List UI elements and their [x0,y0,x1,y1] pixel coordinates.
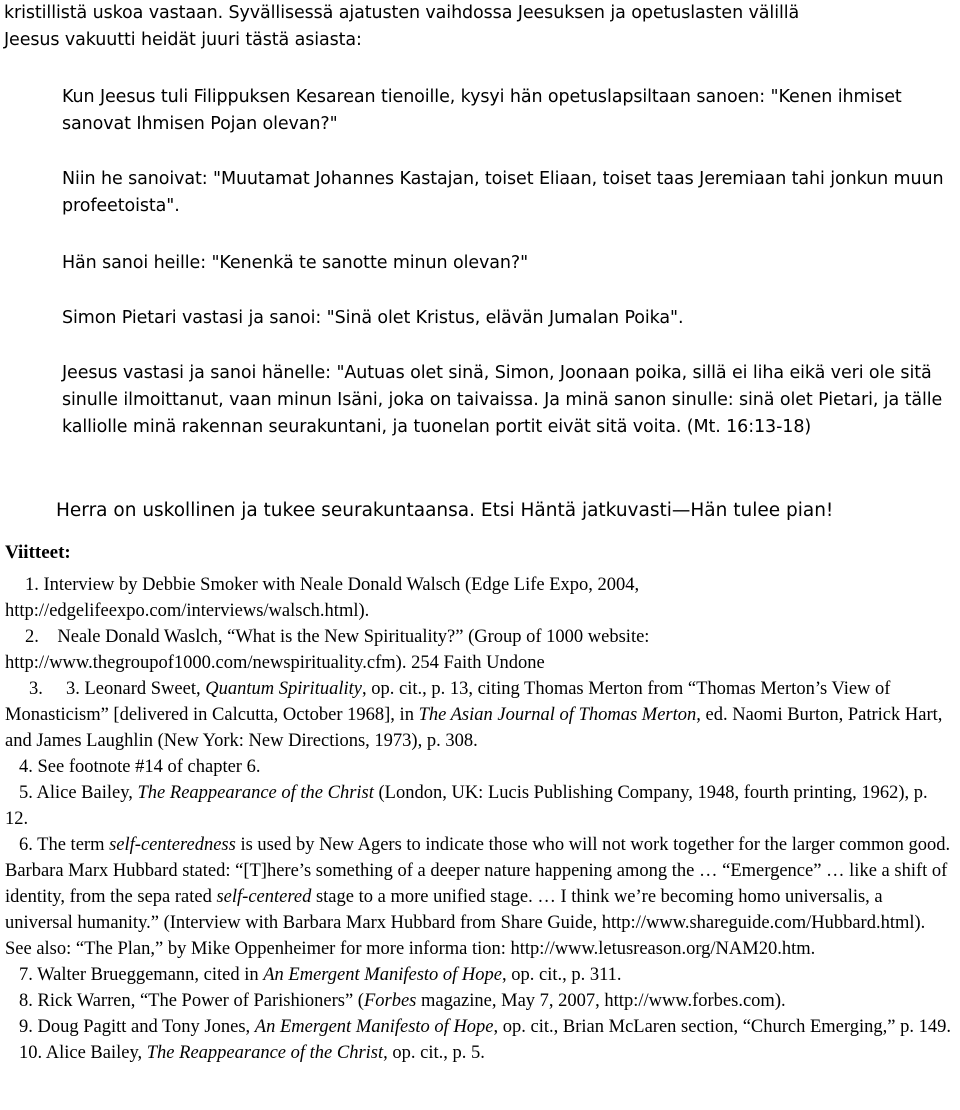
intro-line: Jeesus vakuutti heidät juuri tästä asiasta: [4,30,362,50]
reference-text: , op. cit., p. 13, citing Thomas Merton from “Thomas Merton’s View of Monasticism” [delivered in Calcutta, October 1968], in [5,679,891,725]
reference-text: 4. See footnote #14 of chapter 6. [19,757,261,777]
intro-line: kristillistä uskoa vastaan. Syvällisessä ajatusten vaihdossa Jeesuksen ja opetuslasten välillä [4,3,800,23]
references-heading: Viitteet: [5,542,71,563]
reference-text: (London, UK: Lucis Publishing Company, 1948, fourth printing, 1962), p. 12. [5,783,928,829]
reference-text: 2. Neale Donald Waslch, “What is the New Spirituality?” (Group of 1000 website: [25,627,650,647]
reference-item [5,1040,955,1066]
bible-quote: Simon Pietari vastasi ja sanoi: "Sinä olet Kristus, elävän Jumalan Poika". [62,308,684,328]
reference-text: 10. Alice Bailey, [19,1043,147,1063]
reference-text: , op. cit., p. 311. [502,965,622,985]
reference-title: An Emergent Manifesto of Hope [254,1017,494,1037]
reference-title: The Asian Journal of Thomas Merton [418,705,697,725]
reference-term: self-centeredness [109,835,236,855]
reference-text: , op. cit., Brian McLaren section, “Church Emerging,” p. 149. [493,1017,951,1037]
reference-title: Forbes [363,991,417,1011]
reference-term: self-centered [216,887,312,907]
reference-text: 1. Interview by Debbie Smoker with Neale Donald Walsch (Edge Life Expo, 2004, [25,575,640,595]
bible-quote: Hän sanoi heille: "Kenenkä te sanotte minun olevan?" [62,253,529,273]
references-list [5,572,955,1066]
reference-item [5,572,955,624]
reference-text: 7. Walter Brueggemann, cited in [19,965,264,985]
bible-quote: Niin he sanoivat: "Muutamat Johannes Kastajan, toiset Eliaan, toiset taas Jeremiaan tahi jonkun muun profeetoista". [62,169,944,216]
reference-item [5,624,955,676]
reference-title: An Emergent Manifesto of Hope [263,965,502,985]
reference-text: , ed. Naomi Burton, Patrick Hart, and James Laughlin (New York: New Directions, 1973), p. 308. [5,705,943,751]
reference-text: 3. 3. Leonard Sweet, [29,679,206,699]
reference-text: stage to a more unified stage. … I think we’re becoming homo universalis, a universal humanity.” (Interview with Barbara Marx Hubbard from Share Guide, http://www.shareguide.com/Hubbard.html). See also: “The Plan,” by Mike Oppenheimer for more informa tion: http://www.letusreason.org/NAM20.htm. [5,887,926,959]
reference-text: 5. Alice Bailey, [19,783,138,803]
reference-title: Quantum Spirituality [205,679,362,699]
reference-text: 9. Doug Pagitt and Tony Jones, [19,1017,255,1037]
bible-quote: Kun Jeesus tuli Filippuksen Kesarean tienoille, kysyi hän opetuslapsiltaan sanoen: "Kenen ihmiset sanovat Ihmisen Pojan olevan?" [62,87,902,134]
reference-item [5,962,955,988]
reference-item [5,780,955,832]
reference-item [5,988,955,1014]
closing-statement: Herra on uskollinen ja tukee seurakuntaansa. Etsi Häntä jatkuvasti—Hän tulee pian! [56,500,834,521]
reference-text: 6. The term [19,835,110,855]
reference-item [5,754,955,780]
reference-text: http://www.thegroupof1000.com/newspirituality.cfm). 254 Faith Undone [5,653,545,673]
reference-text: , op. cit., p. 5. [383,1043,485,1063]
reference-item [5,676,955,754]
bible-quote: Jeesus vastasi ja sanoi hänelle: "Autuas olet sinä, Simon, Joonaan poika, sillä ei liha eikä veri ole sitä sinulle ilmoittanut, vaan minun Isäni, joka on taivaissa. Ja minä sanon sinulle: sinä olet Pietari, ja tälle kalliolle minä rakennan seurakuntani, ja tuonelan portit eivät sitä voita. (Mt. 16:13-18) [62,363,943,437]
reference-text: magazine, May 7, 2007, http://www.forbes.com). [416,991,786,1011]
reference-text: 8. Rick Warren, “The Power of Parishioners” ( [19,991,364,1011]
reference-item [5,1014,955,1040]
reference-text: is used by New Agers to indicate those who will not work together for the larger common good. Barbara Marx Hubbard stated: “[T]here’s something of a deeper nature happening among the … “Emergence” … like a shift of identity, from the sepa rated [5,835,951,907]
reference-text: http://edgelifeexpo.com/interviews/walsch.html). [5,601,370,621]
reference-title: The Reappearance of the Christ [137,783,374,803]
intro-paragraph [4,0,954,54]
reference-title: The Reappearance of the Christ [146,1043,384,1063]
reference-item [5,832,955,962]
